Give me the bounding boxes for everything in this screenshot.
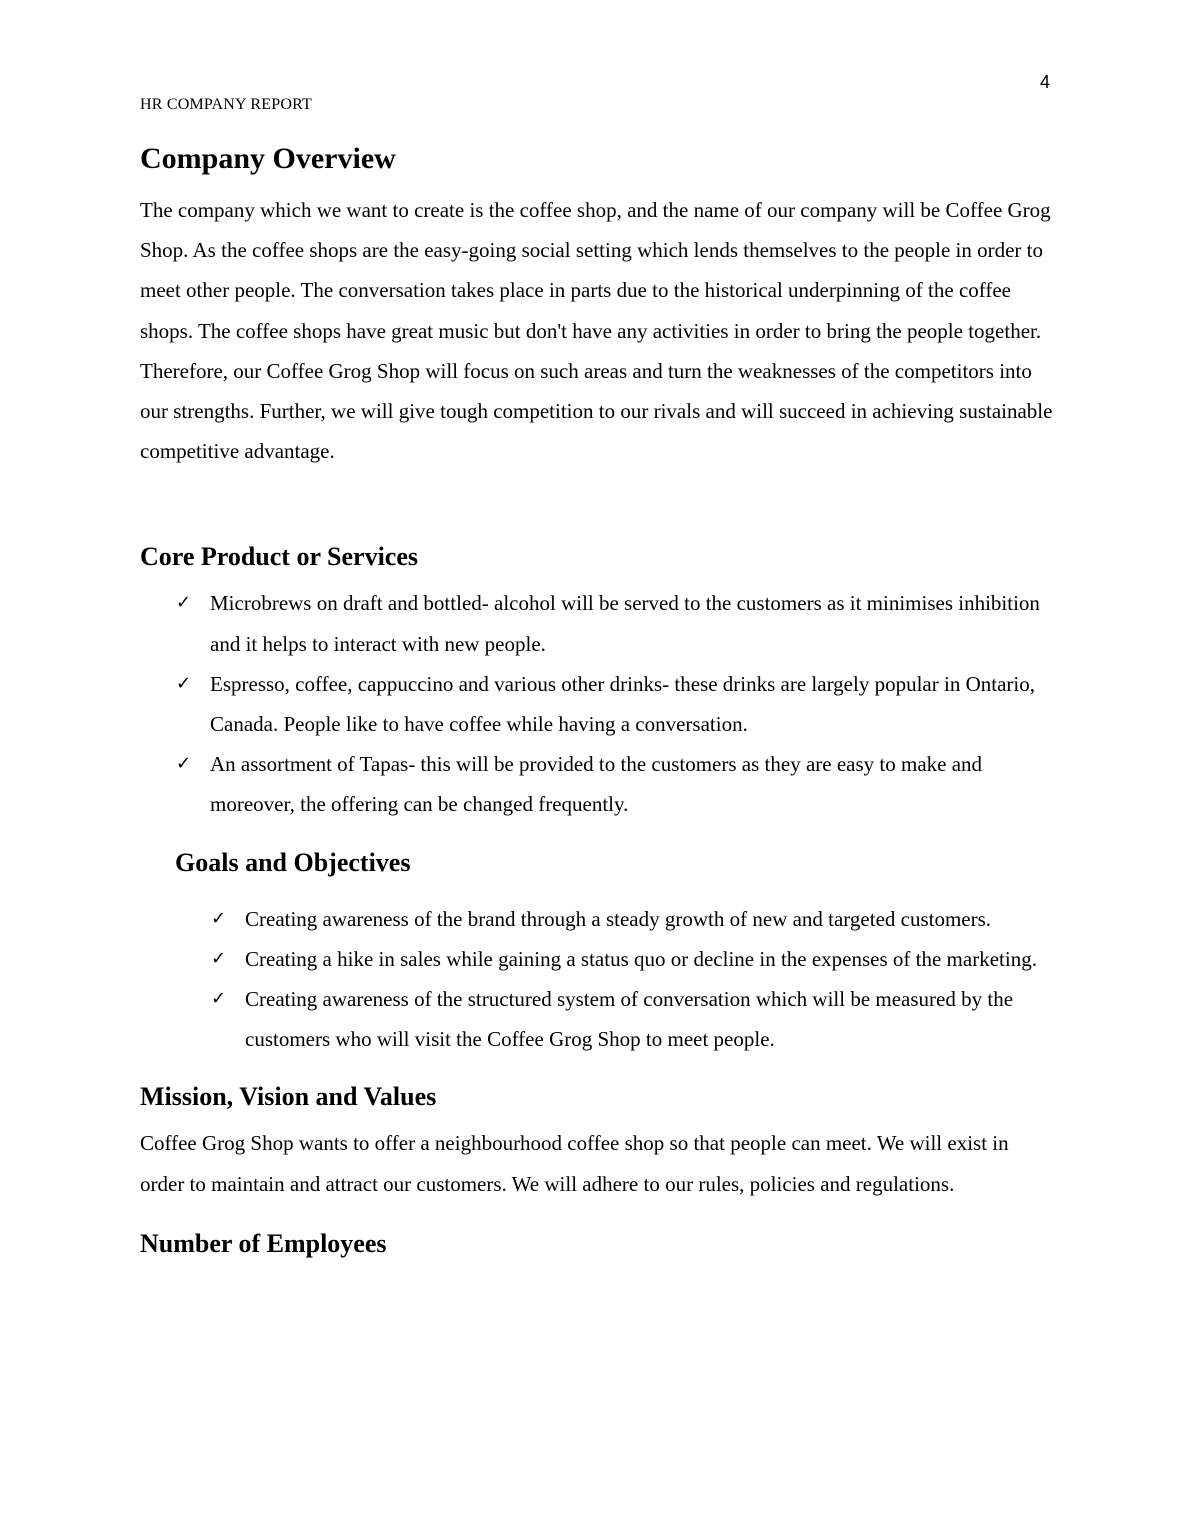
list-item: [140, 744, 1055, 824]
heading-number-of-employees: Number of Employees: [140, 1228, 387, 1258]
running-head: HR COMPANY REPORT: [140, 96, 312, 113]
section-mission-vision-values: [140, 1079, 1055, 1203]
heading-company-overview: Company Overview: [140, 142, 396, 175]
paragraph-mission: Coffee Grog Shop wants to offer a neighbourhood coffee shop so that people can meet. We will exist in order to maintain and attract our customers. We will adhere to our rules, policies and regulations.: [140, 1131, 1009, 1196]
list-item: [140, 664, 1055, 744]
checkmark-icon: ✓: [211, 988, 227, 1010]
checkmark-icon: ✓: [176, 753, 192, 775]
goals-list: [175, 899, 1055, 1060]
section-number-of-employees: [140, 1226, 1055, 1262]
list-item: [175, 979, 1055, 1059]
heading-goals-objectives: Goals and Objectives: [175, 847, 411, 877]
list-item-text: An assortment of Tapas- this will be provided to the customers as they are easy to make and moreover, the offering can be changed frequently.: [210, 752, 983, 817]
list-item-text: Creating awareness of the structured system of conversation which will be measured by the customers who will visit the Coffee Grog Shop to meet people.: [245, 987, 1014, 1052]
checkmark-icon: ✓: [176, 672, 192, 694]
core-products-list: [140, 583, 1055, 824]
list-item-text: Microbrews on draft and bottled- alcohol will be served to the customers as it minimises inhibition and it helps to interact with new people.: [210, 591, 1040, 656]
list-item: [140, 583, 1055, 663]
checkmark-icon: ✓: [211, 947, 227, 969]
checkmark-icon: ✓: [176, 592, 192, 614]
heading-mission-vision-values: Mission, Vision and Values: [140, 1082, 437, 1112]
paragraph-company-overview: The company which we want to create is the coffee shop, and the name of our company will be Coffee Grog Shop. As the coffee shops are the easy-going social setting which lends themselves to the people in order to meet other people. The conversation takes place in parts due to the historical underpinning of the coffee shops. The coffee shops have great music but don't have any activities in order to bring the people together. Therefore, our Coffee Grog Shop will focus on such areas and turn the weaknesses of the competitors into our strengths. Further, we will give tough competition to our rivals and will succeed in achieving sustainable competitive advantage.: [140, 198, 1053, 464]
list-item-text: Creating a hike in sales while gaining a status quo or decline in the expenses of the marketing.: [245, 946, 1037, 971]
list-item: [175, 899, 1055, 939]
list-item-text: Espresso, coffee, cappuccino and various other drinks- these drinks are largely popular in Ontario, Canada. People like to have coffee while having a conversation.: [210, 671, 1035, 737]
section-company-overview: [140, 138, 1055, 471]
section-core-products: [140, 539, 1055, 824]
list-item-text: Creating awareness of the brand through a steady growth of new and targeted customers.: [245, 906, 992, 931]
heading-core-products: Core Product or Services: [140, 542, 418, 572]
list-item: [175, 939, 1055, 979]
section-goals-objectives: [175, 845, 1055, 1060]
document-body: [140, 138, 1055, 1262]
page-number: 4: [1039, 72, 1050, 92]
spacer: [140, 471, 1055, 539]
checkmark-icon: ✓: [211, 907, 227, 929]
